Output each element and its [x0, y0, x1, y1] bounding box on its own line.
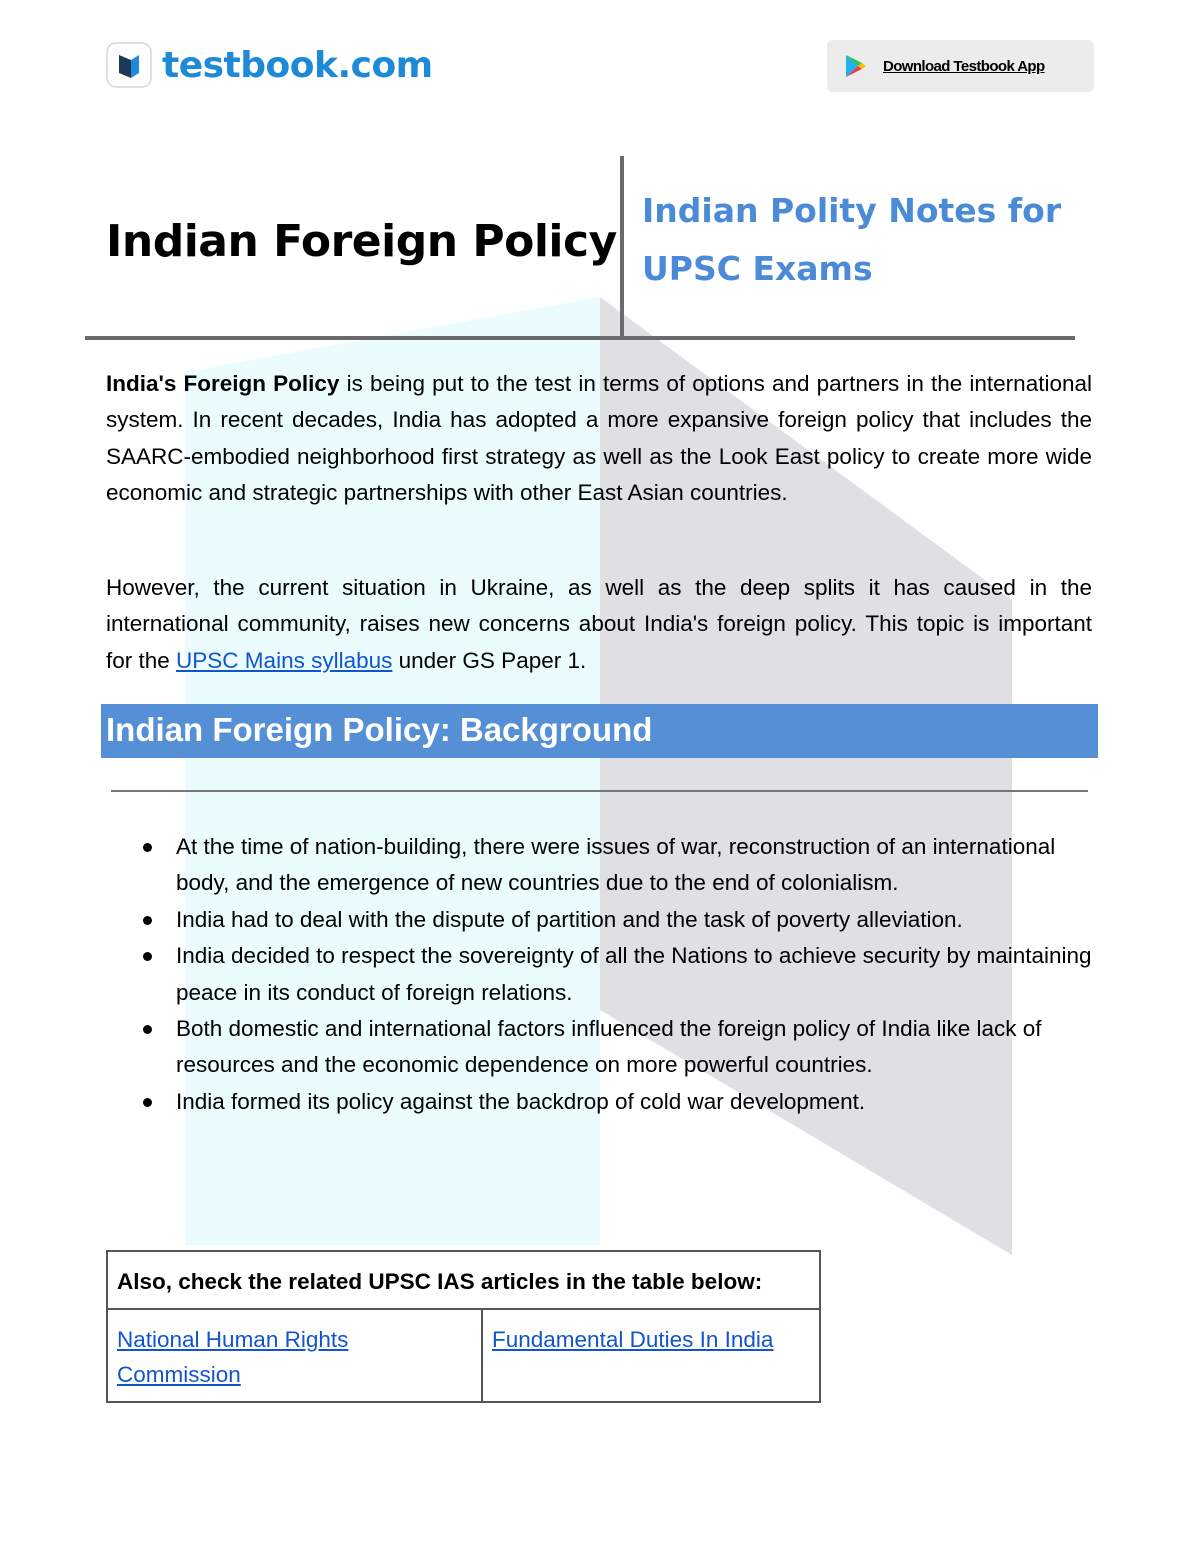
list-item: India formed its policy against the backdrop of cold war development.: [140, 1084, 1100, 1120]
testbook-logo-icon: [106, 42, 152, 88]
subtitle-line-2: UPSC Exams: [642, 249, 873, 288]
upsc-mains-syllabus-link[interactable]: UPSC Mains syllabus: [176, 647, 393, 673]
intro-paragraph-2-text: However, the current situation in Ukraine, as well as the deep splits it has caused in the international community, raises new concerns about India's foreign policy. This topic is important for the: [106, 575, 1092, 673]
related-articles-header: Also, check the related UPSC IAS articles in the table below:: [107, 1251, 820, 1309]
intro-paragraph-2-tail: under GS Paper 1.: [392, 647, 587, 673]
page-title: Indian Foreign Policy: [106, 216, 617, 267]
list-item: India had to deal with the dispute of partition and the task of poverty alleviation.: [140, 902, 1100, 938]
table-cell: [482, 1309, 820, 1402]
page-subtitle: [642, 182, 1062, 298]
related-articles-table: [106, 1250, 821, 1403]
background-bullet-list: [140, 829, 1100, 1120]
fundamental-duties-article-link[interactable]: Fundamental Duties In India: [492, 1327, 774, 1352]
intro-bold-term: India's Foreign Policy: [106, 371, 340, 396]
section-divider: [111, 790, 1088, 792]
table-row: [107, 1309, 820, 1402]
intro-paragraph-2: [106, 570, 1092, 679]
download-app-button[interactable]: [827, 40, 1094, 92]
section-heading: Indian Foreign Policy: Background: [106, 711, 653, 748]
download-app-label[interactable]: Download Testbook App: [883, 57, 1045, 75]
intro-paragraph-1-text: is being put to the test in terms of options and partners in the international system. In recent decades, India has adopted a more expansive foreign policy that includes the SAARC-embodied neighborhood first strategy as well as the Look East policy to create more wide economic and strategic partnerships with other East Asian countries.: [106, 371, 1092, 506]
table-cell: [107, 1309, 482, 1402]
title-divider-horizontal: [85, 336, 1075, 340]
intro-paragraph-1: [106, 366, 1092, 512]
table-row: [107, 1251, 820, 1309]
list-item: India decided to respect the sovereignty of all the Nations to achieve security by maintaining peace in its conduct of foreign relations.: [140, 938, 1100, 1011]
list-item: Both domestic and international factors influenced the foreign policy of India like lack of resources and the economic dependence on more powerful countries.: [140, 1011, 1100, 1084]
nhrc-article-link[interactable]: National Human Rights Commission: [117, 1327, 349, 1387]
subtitle-line-1: Indian Polity Notes for: [642, 191, 1062, 230]
title-divider-vertical: [620, 156, 624, 340]
list-item: At the time of nation-building, there were issues of war, reconstruction of an international body, and the emergence of new countries due to the end of colonialism.: [140, 829, 1100, 902]
logo-text: testbook.com: [162, 44, 433, 86]
testbook-logo[interactable]: [106, 42, 433, 88]
google-play-icon: [845, 54, 867, 78]
